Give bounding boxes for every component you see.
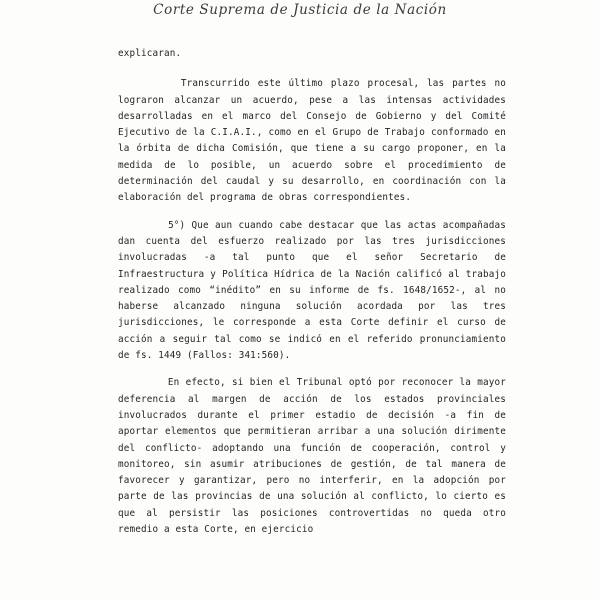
document-body [118,46,512,549]
paragraph-2: 5°) Que aun cuando cabe destacar que las actas acompañadas dan cuenta del esfuerzo realizado por las tres jurisdicciones involucradas -a tal punto que el señor Secretario de Infraestructura y Política Hídrica de la Nación calificó al trabajo realizado como “inédito” en su informe de fs. 1648/1652-, al no haberse alcanzado ninguna solución acordada por las tres jurisdicciones, le corresponde a esta Corte definir el curso de acción a seguir tal como se indicó en el referido pronunciamiento de fs. 1449 (Fallos: 341:560). [118,219,512,362]
paragraph-3: En efecto, si bien el Tribunal optó por reconocer la mayor deferencia al margen de acción de los estados provinciales involucrados durante el primer estadio de decisión -a fin de aportar elementos que permitieran arribar a una solución dirimente del conflicto- adoptando una función de cooperación, control y monitoreo, sin asumir atribuciones de gestión, de tal manera de favorecer y garantizar, pero no interferir, en la adopción por parte de las provincias de una solución al conflicto, lo cierto es que al persistir las posiciones controvertidas no queda otro remedio a esta Corte, en ejercicio [118,377,512,536]
court-letterhead [0,2,600,18]
paragraph-0: explicaran. [118,48,182,59]
page-bottom-fade [0,592,600,600]
letterhead-text: Corte Suprema de Justicia de la Nación [153,2,447,18]
paragraph-1: Transcurrido este último plazo procesal, las partes no lograron alcanzar un acuerdo, pese a las intensas actividades desarrolladas en el marco del Consejo de Gobierno y del Comité Ejecutivo de la C.I.A.I., como en el Grupo de Trabajo conformado en la órbita de dicha Comisión, que tiene a su cargo proponer, en la medida de lo posible, un acuerdo sobre el procedimiento de determinación del caudal y su desarrollo, en coordinación con la elaboración del programa de obras correspondientes. [118,78,512,204]
